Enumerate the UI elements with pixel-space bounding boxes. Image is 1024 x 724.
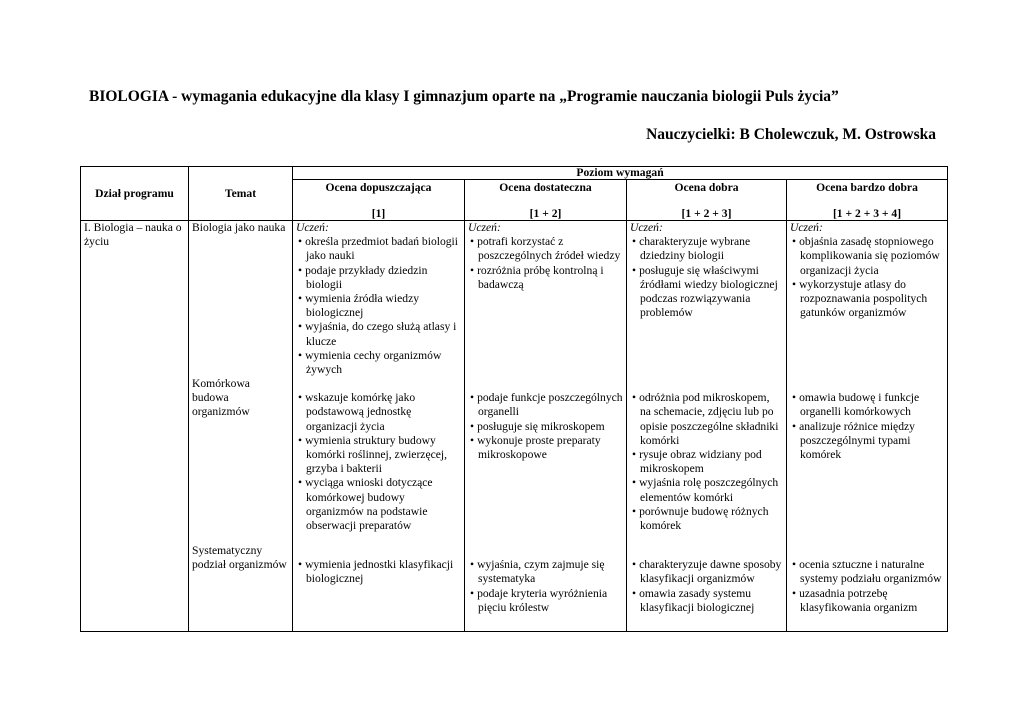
list-item: • określa przedmiot badań biologii jako nauki (296, 235, 461, 263)
requirement-block (468, 235, 623, 391)
list-item: • omawia zasady systemu klasyfikacji biologicznej (630, 587, 783, 615)
list-item: • rozróżnia próbę kontrolną i badawczą (468, 264, 623, 292)
list-item: • rysuje obraz widziany pod mikroskopem (630, 448, 783, 476)
requirement-block (296, 558, 461, 586)
list-item: • wymienia cechy organizmów żywych (296, 349, 461, 377)
grade-code: [1 + 2] (529, 206, 562, 220)
list-item: • omawia budowę i funkcje organelli komórkowych (790, 391, 944, 419)
list-item: • wyjaśnia, do czego służą atlasy i klucze (296, 320, 461, 348)
grade-name: Ocena dostateczna (499, 180, 592, 194)
grade-cell-1 (293, 221, 465, 632)
list-item: • posługuje się właściwymi źródłami wiedzy biologicznej podczas rozwiązywania problemów (630, 264, 783, 321)
list-item: • podaje kryteria wyróżnienia pięciu królestw (468, 587, 623, 615)
list-item: • uzasadnia potrzebę klasyfikowania organizm (790, 587, 944, 615)
grade-header-1 (293, 180, 465, 221)
requirement-block (630, 558, 783, 615)
topic-label: Biologia jako nauka (192, 221, 286, 234)
list-item: • porównuje budowę różnych komórek (630, 505, 783, 533)
list-item: • odróżnia pod mikroskopem, na schemacie, zdjęciu lub po opisie poszczególne składniki komórki (630, 391, 783, 448)
col-header-dzial: Dział programu (81, 167, 189, 221)
requirement-block (790, 235, 944, 391)
requirement-block (790, 391, 944, 558)
grade-name: Ocena dobra (674, 180, 739, 194)
list-item: • wyjaśnia, czym zajmuje się systematyka (468, 558, 623, 586)
col-header-poziom: Poziom wymagań (293, 167, 948, 180)
requirement-block (630, 391, 783, 558)
grade-name: Ocena dopuszczająca (325, 180, 432, 194)
requirement-block (296, 235, 461, 391)
grade-header-2 (465, 180, 627, 221)
teachers-line: Nauczycielki: B Cholewczuk, M. Ostrowska (646, 126, 936, 143)
list-item: • wyciąga wnioski dotyczące komórkowej budowy organizmów na podstawie obserwacji preparatów (296, 476, 461, 533)
uczen-label: Uczeń: (630, 221, 663, 234)
uczen-label: Uczeń: (790, 221, 823, 234)
document-title: BIOLOGIA - wymagania edukacyjne dla klasy I gimnazjum oparte na „Programie nauczania biologii Puls życia” (89, 88, 839, 105)
temat-cell (189, 221, 293, 632)
requirement-block (630, 235, 783, 391)
list-item: • podaje funkcje poszczególnych organelli (468, 391, 623, 419)
uczen-label: Uczeń: (296, 221, 329, 234)
list-item: • wykonuje proste preparaty mikroskopowe (468, 434, 623, 462)
list-item: • wyjaśnia rolę poszczególnych elementów komórki (630, 476, 783, 504)
requirement-block (468, 391, 623, 558)
topic-label: Systematyczny podział organizmów (192, 544, 287, 572)
grade-code: [1] (371, 206, 386, 220)
grade-code: [1 + 2 + 3 + 4] (832, 206, 902, 220)
dzial-cell (81, 221, 189, 632)
grade-code: [1 + 2 + 3] (681, 206, 732, 220)
uczen-label: Uczeń: (468, 221, 501, 234)
table-row (81, 221, 948, 632)
grade-cell-2 (465, 221, 627, 632)
list-item: • wskazuje komórkę jako podstawową jednostkę organizacji życia (296, 391, 461, 434)
list-item: • wymienia jednostki klasyfikacji biologicznej (296, 558, 461, 586)
list-item: • analizuje różnice między poszczególnymi typami komórek (790, 420, 944, 463)
list-item: • ocenia sztuczne i naturalne systemy podziału organizmów (790, 558, 944, 586)
requirements-table (80, 166, 948, 632)
list-item: • posługuje się mikroskopem (468, 420, 623, 434)
list-item: • wymienia struktury budowy komórki roślinnej, zwierzęcej, grzyba i bakterii (296, 434, 461, 477)
dzial-label: I. Biologia – nauka o życiu (84, 221, 182, 249)
topic-label: Komórkowa budowa organizmów (192, 377, 250, 419)
requirement-block (790, 558, 944, 615)
grade-header-3 (627, 180, 787, 221)
list-item: • objaśnia zasadę stopniowego komplikowania się poziomów organizacji życia (790, 235, 944, 278)
list-item: • podaje przykłady dziedzin biologii (296, 264, 461, 292)
list-item: • wykorzystuje atlasy do rozpoznawania pospolitych gatunków organizmów (790, 278, 944, 321)
header-row-top (81, 167, 948, 180)
list-item: • charakteryzuje wybrane dziedziny biologii (630, 235, 783, 263)
grade-name: Ocena bardzo dobra (816, 180, 918, 194)
requirement-block (468, 558, 623, 615)
grade-header-4 (787, 180, 948, 221)
list-item: • potrafi korzystać z poszczególnych źródeł wiedzy (468, 235, 623, 263)
grade-cell-3 (627, 221, 787, 632)
col-header-temat: Temat (189, 167, 293, 221)
requirement-block (296, 391, 461, 558)
list-item: • charakteryzuje dawne sposoby klasyfikacji organizmów (630, 558, 783, 586)
grade-cell-4 (787, 221, 948, 632)
list-item: • wymienia źródła wiedzy biologicznej (296, 292, 461, 320)
